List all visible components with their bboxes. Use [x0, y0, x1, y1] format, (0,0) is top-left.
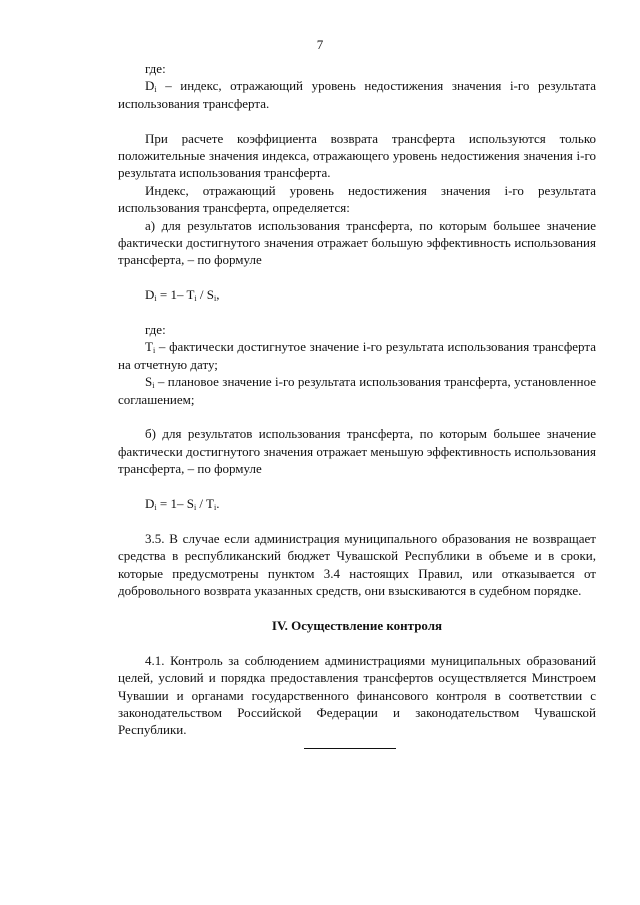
paragraph-4-1: 4.1. Контроль за соблюдением администрациями муниципальных образований целей, условий и порядка предоставления трансфертов осуществляется Минстроем Чувашии и органами государственного финансового контроля в соответствии с законодательством Российской Федерации и законодательством Чувашской Республики.: [118, 652, 596, 738]
end-of-document-line: [304, 748, 396, 749]
di-subscript: i: [154, 85, 157, 95]
ti-symbol: T: [145, 339, 153, 355]
definition-ti: [118, 338, 596, 373]
formula-a-d-sub: i: [154, 294, 157, 304]
definition-si: [118, 373, 596, 408]
spacer: [118, 600, 596, 617]
paragraph-case-b: б) для результатов использования трансферта, по которым большее значение фактически достигнутого значения отражает меньшую эффективность использования трансферта, – по формуле: [118, 426, 596, 477]
spacer: [118, 408, 596, 425]
spacer: [118, 512, 596, 529]
formula-b-div: / T: [196, 496, 214, 512]
formula-a: [118, 286, 596, 303]
formula-a-div: / S: [196, 287, 214, 303]
formula-a-d: D: [145, 287, 155, 303]
formula-b-d-sub: i: [154, 503, 157, 513]
paragraph-case-a: а) для результатов использования трансферта, по которым большее значение фактически достигнутого значения отражает большую эффективность использования трансферта, – по формуле: [118, 217, 596, 268]
formula-a-t-sub: i: [194, 294, 197, 304]
si-symbol: S: [145, 374, 153, 390]
formula-a-eq: = 1– T: [156, 287, 195, 303]
formula-a-s-sub: i: [214, 294, 217, 304]
where-label-1: где:: [145, 61, 166, 76]
spacer: [118, 269, 596, 286]
section-heading: IV. Осуществление контроля: [271, 617, 443, 633]
formula-b-eq: = 1– S: [156, 496, 194, 512]
ti-definition-text: – фактически достигнутое значение i-го результата использования трансферта на отчетную дату;: [118, 339, 596, 372]
spacer: [118, 478, 596, 495]
definition-di: [118, 77, 596, 112]
paragraph-index: Индекс, отражающий уровень недостижения значения i-го результата использования трансферта, определяется:: [118, 182, 596, 216]
formula-b-t-sub: i: [214, 503, 217, 513]
si-definition-text: – плановое значение i-го результата использования трансферта, установленное соглашением;: [118, 374, 596, 407]
document-body: [118, 60, 596, 739]
page-number: 7: [316, 37, 324, 52]
di-definition-text: – индекс, отражающий уровень недостижения значения i-го результата использования трансферта.: [118, 78, 596, 111]
formula-b-s-sub: i: [193, 503, 197, 513]
paragraph-coefficient: При расчете коэффициента возврата трансферта используются только положительные значения индекса, отражающего уровень недостижения значения i-го результата использования трансферта.: [118, 130, 596, 181]
spacer: [118, 112, 596, 129]
formula-b-end: .: [216, 496, 220, 512]
spacer: [118, 634, 596, 651]
ti-subscript: i: [152, 346, 156, 356]
si-subscript: i: [152, 381, 155, 391]
where-label-2: где:: [145, 322, 166, 338]
formula-a-end: ,: [216, 287, 220, 303]
formula-b: [118, 495, 596, 512]
di-symbol: D: [145, 78, 155, 94]
paragraph-3-5: 3.5. В случае если администрация муниципального образования не возвращает средства в республиканский бюджет Чувашской Республики в объеме и в сроки, которые предусмотрены пунктом 3.4 настоящих Правил, или отказывается от добровольного возврата указанных средств, они взыскиваются в судебном порядке.: [118, 530, 596, 599]
formula-b-d: D: [145, 496, 155, 512]
spacer: [118, 304, 596, 321]
